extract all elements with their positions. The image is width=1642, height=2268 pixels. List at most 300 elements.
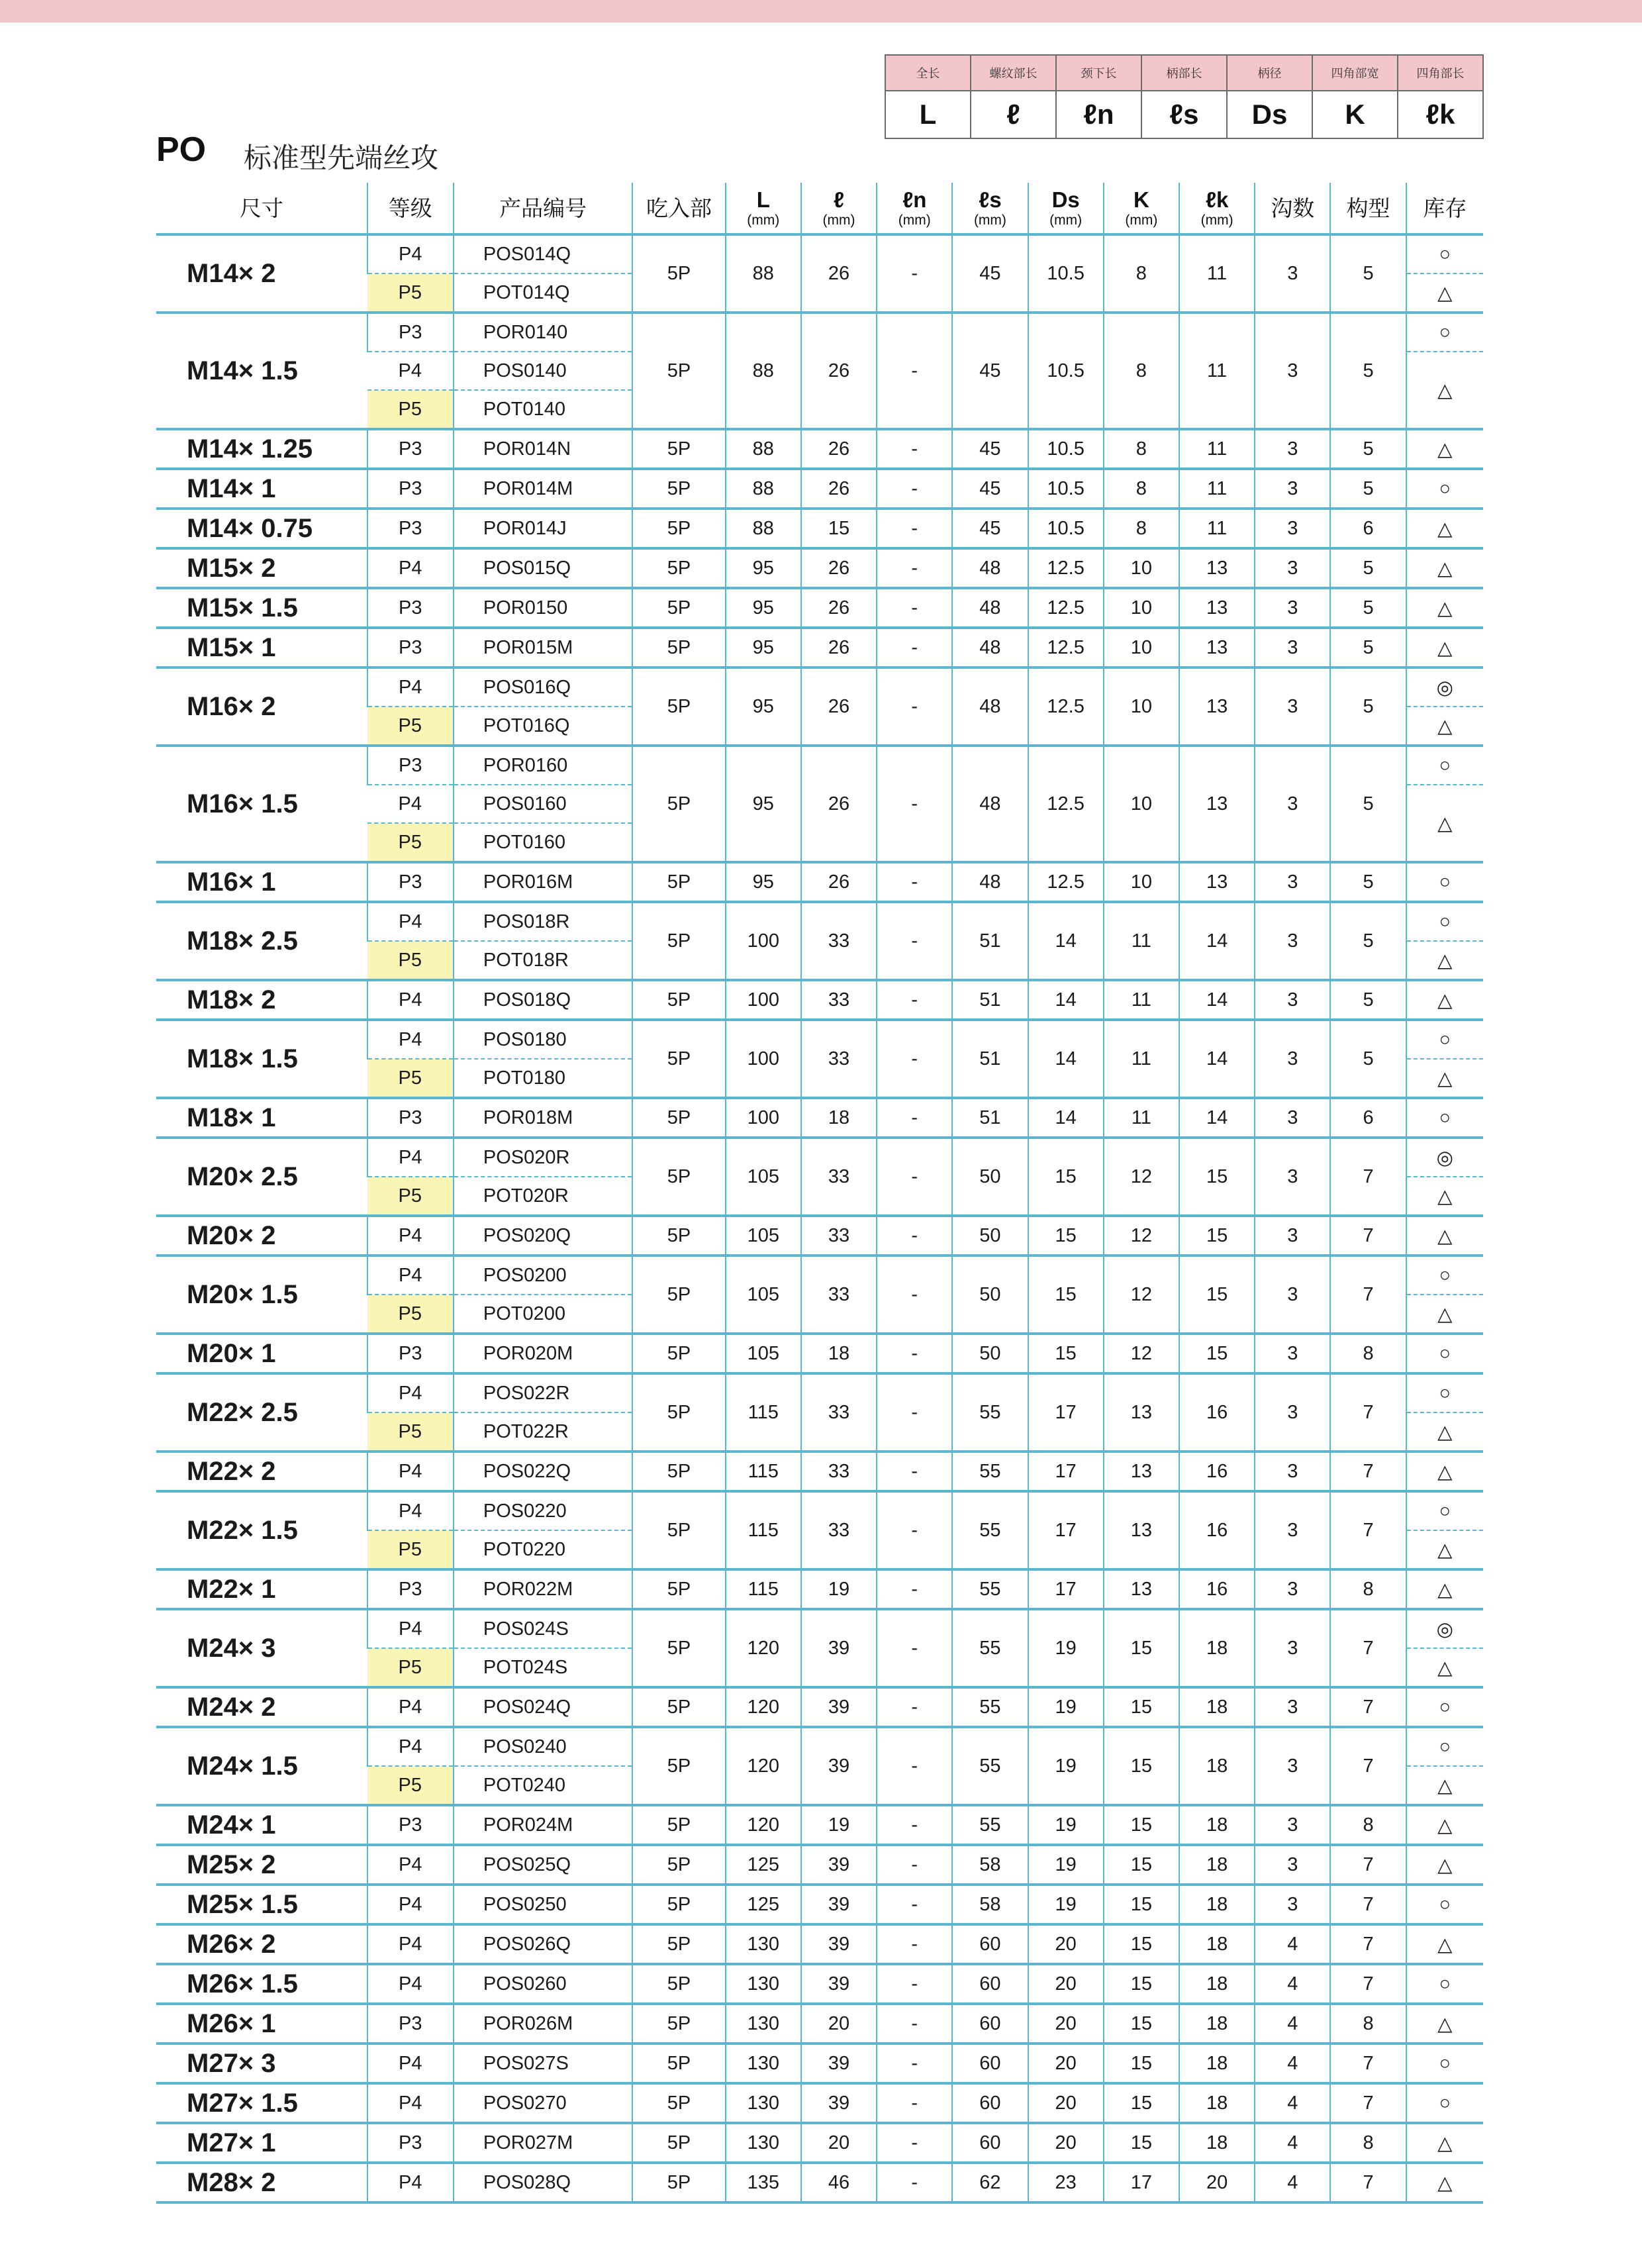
grade-cell: P3 [367, 313, 454, 352]
lead-cell: 5P [632, 2044, 725, 2083]
K-cell: 8 [1104, 429, 1179, 469]
L-cell: 130 [726, 2004, 801, 2044]
ln-cell: - [877, 1964, 952, 2004]
stock-status: ○ [1406, 2083, 1483, 2123]
code-cell: POS0260 [454, 1964, 633, 2004]
stock-status: ○ [1406, 1256, 1483, 1295]
stock-status: △ [1406, 1805, 1483, 1845]
L-cell: 130 [726, 1924, 801, 1964]
lead-cell: 5P [632, 902, 725, 980]
lk-cell: 15 [1179, 1138, 1255, 1216]
grade-cell: P4 [367, 1964, 454, 2004]
ln-cell: - [877, 429, 952, 469]
l-cell: 26 [801, 234, 877, 313]
header-code: 产品编号 [454, 183, 633, 234]
header-L [726, 183, 801, 234]
table-row [156, 2123, 1483, 2163]
ln-cell: - [877, 1334, 952, 1373]
lead-cell: 5P [632, 1020, 725, 1098]
code-cell: POR024M [454, 1805, 633, 1845]
table-row [156, 2083, 1483, 2123]
lead-cell: 5P [632, 588, 725, 628]
header-type: 构型 [1330, 183, 1406, 234]
K-cell: 15 [1104, 2083, 1179, 2123]
ln-cell: - [877, 1727, 952, 1805]
stock-status: △ [1406, 1530, 1483, 1569]
legend-symbol: Ds [1227, 91, 1312, 138]
type-cell: 7 [1330, 2163, 1406, 2202]
header-flutes: 沟数 [1255, 183, 1330, 234]
Ds-cell: 10.5 [1028, 469, 1104, 509]
size-cell: M24× 1 [156, 1805, 367, 1845]
ls-cell: 55 [952, 1687, 1028, 1727]
L-cell: 115 [726, 1373, 801, 1452]
Ds-cell: 12.5 [1028, 588, 1104, 628]
l-cell: 19 [801, 1805, 877, 1845]
K-cell: 8 [1104, 234, 1179, 313]
code-cell: POR0160 [454, 746, 633, 785]
K-cell: 13 [1104, 1373, 1179, 1452]
legend-symbol: ℓs [1141, 91, 1227, 138]
grade-cell: P4 [367, 1687, 454, 1727]
grade-cell: P4 [367, 667, 454, 707]
code-cell: POS0240 [454, 1727, 633, 1766]
grade-cell: P4 [367, 1885, 454, 1924]
L-cell: 95 [726, 667, 801, 746]
table-row [156, 667, 1483, 707]
ls-cell: 62 [952, 2163, 1028, 2202]
lead-cell: 5P [632, 1256, 725, 1334]
lk-cell: 16 [1179, 1373, 1255, 1452]
K-cell: 12 [1104, 1138, 1179, 1216]
page-subtitle: 标准型先端丝攻 [244, 142, 439, 173]
code-cell: POS025Q [454, 1845, 633, 1885]
ln-cell: - [877, 746, 952, 862]
L-cell: 95 [726, 548, 801, 588]
ls-cell: 50 [952, 1334, 1028, 1373]
K-cell: 10 [1104, 746, 1179, 862]
type-cell: 5 [1330, 469, 1406, 509]
code-cell: POS020Q [454, 1216, 633, 1256]
l-cell: 26 [801, 588, 877, 628]
K-cell: 10 [1104, 628, 1179, 667]
type-cell: 5 [1330, 862, 1406, 902]
table-row [156, 1885, 1483, 1924]
table-row [156, 628, 1483, 667]
grade-cell: P3 [367, 588, 454, 628]
ls-cell: 48 [952, 548, 1028, 588]
grade-cell: P3 [367, 628, 454, 667]
ls-cell: 45 [952, 509, 1028, 548]
lead-cell: 5P [632, 1727, 725, 1805]
l-cell: 39 [801, 1885, 877, 1924]
ls-cell: 60 [952, 2004, 1028, 2044]
table-row [156, 1727, 1483, 1766]
size-cell: M26× 1.5 [156, 1964, 367, 2004]
type-cell: 7 [1330, 1452, 1406, 1491]
l-cell: 20 [801, 2123, 877, 2163]
lead-cell: 5P [632, 1098, 725, 1138]
type-cell: 5 [1330, 588, 1406, 628]
ln-cell: - [877, 1885, 952, 1924]
table-row [156, 313, 1483, 352]
legend-header: 颈下长 [1056, 55, 1141, 91]
L-cell: 105 [726, 1216, 801, 1256]
code-cell: POR020M [454, 1334, 633, 1373]
flutes-cell: 4 [1255, 2004, 1330, 2044]
size-cell: M26× 1 [156, 2004, 367, 2044]
header-K [1104, 183, 1179, 234]
code-cell: POS024S [454, 1609, 633, 1648]
size-cell: M14× 1.25 [156, 429, 367, 469]
ln-cell: - [877, 588, 952, 628]
K-cell: 8 [1104, 469, 1179, 509]
grade-cell: P5 [367, 1059, 454, 1098]
header-unit: (mm) [973, 213, 1006, 228]
lk-cell: 13 [1179, 746, 1255, 862]
table-row [156, 1964, 1483, 2004]
grade-cell: P4 [367, 1020, 454, 1059]
Ds-cell: 12.5 [1028, 746, 1104, 862]
l-cell: 26 [801, 469, 877, 509]
flutes-cell: 3 [1255, 902, 1330, 980]
ls-cell: 48 [952, 746, 1028, 862]
Ds-cell: 19 [1028, 1609, 1104, 1687]
K-cell: 11 [1104, 1020, 1179, 1098]
flutes-cell: 3 [1255, 1885, 1330, 1924]
ln-cell: - [877, 469, 952, 509]
Ds-cell: 15 [1028, 1256, 1104, 1334]
lead-cell: 5P [632, 509, 725, 548]
table-row [156, 746, 1483, 785]
table-body [156, 234, 1483, 2202]
L-cell: 130 [726, 2123, 801, 2163]
ls-cell: 55 [952, 1491, 1028, 1569]
lk-cell: 13 [1179, 667, 1255, 746]
Ds-cell: 12.5 [1028, 548, 1104, 588]
ln-cell: - [877, 1687, 952, 1727]
flutes-cell: 4 [1255, 2123, 1330, 2163]
legend-symbol: K [1312, 91, 1398, 138]
L-cell: 120 [726, 1727, 801, 1805]
lead-cell: 5P [632, 2163, 725, 2202]
type-cell: 7 [1330, 1727, 1406, 1805]
l-cell: 26 [801, 313, 877, 429]
ln-cell: - [877, 1020, 952, 1098]
header-unit: (mm) [1049, 213, 1083, 228]
stock-status: △ [1406, 429, 1483, 469]
stock-status: △ [1406, 1845, 1483, 1885]
stock-status: ○ [1406, 1020, 1483, 1059]
legend-header: 螺纹部长 [971, 55, 1056, 91]
lk-cell: 11 [1179, 509, 1255, 548]
size-cell: M27× 1.5 [156, 2083, 367, 2123]
ls-cell: 55 [952, 1452, 1028, 1491]
l-cell: 33 [801, 980, 877, 1020]
top-color-bar [0, 0, 1642, 23]
grade-cell: P5 [367, 707, 454, 746]
size-cell: M24× 3 [156, 1609, 367, 1687]
ln-cell: - [877, 548, 952, 588]
l-cell: 33 [801, 1216, 877, 1256]
Ds-cell: 17 [1028, 1452, 1104, 1491]
Ds-cell: 19 [1028, 1727, 1104, 1805]
flutes-cell: 3 [1255, 234, 1330, 313]
lead-cell: 5P [632, 1491, 725, 1569]
flutes-cell: 3 [1255, 1609, 1330, 1687]
l-cell: 33 [801, 1020, 877, 1098]
stock-status: △ [1406, 352, 1483, 429]
size-cell: M16× 1 [156, 862, 367, 902]
legend-header-row [885, 55, 1483, 91]
ls-cell: 48 [952, 588, 1028, 628]
lk-cell: 13 [1179, 588, 1255, 628]
type-cell: 8 [1330, 2004, 1406, 2044]
header-lk-label: ℓk [1205, 187, 1229, 212]
legend-header: 四角部长 [1398, 55, 1483, 91]
legend-header: 四角部宽 [1312, 55, 1398, 91]
lk-cell: 18 [1179, 2004, 1255, 2044]
lead-cell: 5P [632, 2004, 725, 2044]
lead-cell: 5P [632, 1138, 725, 1216]
K-cell: 15 [1104, 1964, 1179, 2004]
K-cell: 10 [1104, 667, 1179, 746]
code-cell: POT0140 [454, 390, 633, 429]
L-cell: 100 [726, 1098, 801, 1138]
ln-cell: - [877, 1491, 952, 1569]
l-cell: 33 [801, 1256, 877, 1334]
stock-status: ○ [1406, 469, 1483, 509]
Ds-cell: 20 [1028, 2083, 1104, 2123]
type-cell: 7 [1330, 1845, 1406, 1885]
type-cell: 7 [1330, 1964, 1406, 2004]
lk-cell: 16 [1179, 1452, 1255, 1491]
code-cell: POS0180 [454, 1020, 633, 1059]
type-cell: 5 [1330, 667, 1406, 746]
grade-cell: P3 [367, 2123, 454, 2163]
stock-status: ○ [1406, 1098, 1483, 1138]
l-cell: 39 [801, 1964, 877, 2004]
Ds-cell: 15 [1028, 1138, 1104, 1216]
table-row [156, 1256, 1483, 1295]
l-cell: 19 [801, 1569, 877, 1609]
Ds-cell: 15 [1028, 1334, 1104, 1373]
code-cell: POR014M [454, 469, 633, 509]
ls-cell: 45 [952, 234, 1028, 313]
K-cell: 11 [1104, 1098, 1179, 1138]
type-cell: 5 [1330, 548, 1406, 588]
l-cell: 20 [801, 2004, 877, 2044]
L-cell: 130 [726, 2083, 801, 2123]
table-row [156, 548, 1483, 588]
stock-status: ○ [1406, 1687, 1483, 1727]
table-row [156, 588, 1483, 628]
ls-cell: 45 [952, 469, 1028, 509]
type-cell: 7 [1330, 2083, 1406, 2123]
ls-cell: 51 [952, 1098, 1028, 1138]
code-cell: POR016M [454, 862, 633, 902]
stock-status: ○ [1406, 234, 1483, 273]
table-row [156, 1569, 1483, 1609]
l-cell: 39 [801, 1609, 877, 1687]
stock-status: △ [1406, 2123, 1483, 2163]
Ds-cell: 20 [1028, 2123, 1104, 2163]
ln-cell: - [877, 1452, 952, 1491]
lead-cell: 5P [632, 746, 725, 862]
table-row [156, 1334, 1483, 1373]
grade-cell: P3 [367, 862, 454, 902]
header-Ds-label: Ds [1051, 187, 1080, 212]
size-cell: M14× 1 [156, 469, 367, 509]
Ds-cell: 20 [1028, 2004, 1104, 2044]
l-cell: 33 [801, 1373, 877, 1452]
grade-cell: P3 [367, 1569, 454, 1609]
K-cell: 17 [1104, 2163, 1179, 2202]
ls-cell: 55 [952, 1373, 1028, 1452]
l-cell: 15 [801, 509, 877, 548]
code-cell: POT0180 [454, 1059, 633, 1098]
header-lk [1179, 183, 1255, 234]
stock-status: △ [1406, 1216, 1483, 1256]
stock-status: ○ [1406, 1885, 1483, 1924]
lead-cell: 5P [632, 1373, 725, 1452]
Ds-cell: 17 [1028, 1373, 1104, 1452]
ls-cell: 48 [952, 667, 1028, 746]
table-row [156, 1491, 1483, 1530]
code-cell: POS028Q [454, 2163, 633, 2202]
Ds-cell: 23 [1028, 2163, 1104, 2202]
K-cell: 8 [1104, 509, 1179, 548]
header-size: 尺寸 [156, 183, 367, 234]
dimension-legend [885, 54, 1484, 139]
lead-cell: 5P [632, 667, 725, 746]
grade-cell: P4 [367, 548, 454, 588]
stock-status: ○ [1406, 2044, 1483, 2083]
grade-cell: P4 [367, 980, 454, 1020]
legend-symbol: L [885, 91, 971, 138]
grade-cell: P5 [367, 1648, 454, 1687]
ln-cell: - [877, 1845, 952, 1885]
stock-status: △ [1406, 1295, 1483, 1334]
table-row [156, 1098, 1483, 1138]
table-row [156, 862, 1483, 902]
stock-status: △ [1406, 509, 1483, 548]
type-cell: 5 [1330, 234, 1406, 313]
L-cell: 125 [726, 1845, 801, 1885]
lead-cell: 5P [632, 628, 725, 667]
ln-cell: - [877, 2163, 952, 2202]
K-cell: 12 [1104, 1216, 1179, 1256]
lk-cell: 18 [1179, 1885, 1255, 1924]
l-cell: 33 [801, 1452, 877, 1491]
type-cell: 7 [1330, 2044, 1406, 2083]
L-cell: 88 [726, 234, 801, 313]
flutes-cell: 3 [1255, 313, 1330, 429]
ln-cell: - [877, 1138, 952, 1216]
lead-cell: 5P [632, 2123, 725, 2163]
flutes-cell: 3 [1255, 862, 1330, 902]
lk-cell: 18 [1179, 1609, 1255, 1687]
ls-cell: 60 [952, 2044, 1028, 2083]
l-cell: 18 [801, 1098, 877, 1138]
table-row [156, 1805, 1483, 1845]
lk-cell: 18 [1179, 1727, 1255, 1805]
flutes-cell: 3 [1255, 1216, 1330, 1256]
code-cell: POT0200 [454, 1295, 633, 1334]
type-cell: 8 [1330, 1805, 1406, 1845]
code-cell: POT022R [454, 1412, 633, 1452]
flutes-cell: 3 [1255, 1845, 1330, 1885]
lk-cell: 14 [1179, 1098, 1255, 1138]
K-cell: 15 [1104, 1924, 1179, 1964]
code-cell: POT0220 [454, 1530, 633, 1569]
K-cell: 11 [1104, 980, 1179, 1020]
stock-status: △ [1406, 980, 1483, 1020]
ls-cell: 55 [952, 1727, 1028, 1805]
size-cell: M24× 2 [156, 1687, 367, 1727]
flutes-cell: 4 [1255, 1924, 1330, 1964]
table-row [156, 234, 1483, 273]
code-cell: POR015M [454, 628, 633, 667]
table-row [156, 469, 1483, 509]
code-cell: POS026Q [454, 1924, 633, 1964]
l-cell: 26 [801, 667, 877, 746]
table-row [156, 1020, 1483, 1059]
l-cell: 18 [801, 1334, 877, 1373]
type-cell: 7 [1330, 1885, 1406, 1924]
lk-cell: 11 [1179, 313, 1255, 429]
lk-cell: 18 [1179, 1964, 1255, 2004]
lk-cell: 11 [1179, 234, 1255, 313]
lead-cell: 5P [632, 1569, 725, 1609]
L-cell: 95 [726, 746, 801, 862]
lk-cell: 15 [1179, 1256, 1255, 1334]
lead-cell: 5P [632, 1216, 725, 1256]
K-cell: 12 [1104, 1256, 1179, 1334]
L-cell: 130 [726, 2044, 801, 2083]
legend-symbol: ℓn [1056, 91, 1141, 138]
type-cell: 5 [1330, 313, 1406, 429]
grade-cell: P5 [367, 1295, 454, 1334]
flutes-cell: 3 [1255, 548, 1330, 588]
grade-cell: P4 [367, 1727, 454, 1766]
flutes-cell: 3 [1255, 1334, 1330, 1373]
lk-cell: 18 [1179, 1805, 1255, 1845]
L-cell: 100 [726, 980, 801, 1020]
size-cell: M15× 1 [156, 628, 367, 667]
Ds-cell: 17 [1028, 1491, 1104, 1569]
lead-cell: 5P [632, 234, 725, 313]
Ds-cell: 10.5 [1028, 234, 1104, 313]
code-cell: POS0250 [454, 1885, 633, 1924]
L-cell: 120 [726, 1687, 801, 1727]
type-cell: 6 [1330, 1098, 1406, 1138]
legend-header: 柄径 [1227, 55, 1312, 91]
code-cell: POR014J [454, 509, 633, 548]
size-cell: M20× 2.5 [156, 1138, 367, 1216]
K-cell: 8 [1104, 313, 1179, 429]
type-cell: 7 [1330, 1609, 1406, 1687]
flutes-cell: 3 [1255, 1256, 1330, 1334]
code-cell: POS016Q [454, 667, 633, 707]
stock-status: ○ [1406, 1334, 1483, 1373]
size-cell: M14× 0.75 [156, 509, 367, 548]
stock-status: △ [1406, 1766, 1483, 1805]
grade-cell: P5 [367, 941, 454, 980]
ls-cell: 51 [952, 1020, 1028, 1098]
l-cell: 39 [801, 2083, 877, 2123]
grade-cell: P3 [367, 1098, 454, 1138]
